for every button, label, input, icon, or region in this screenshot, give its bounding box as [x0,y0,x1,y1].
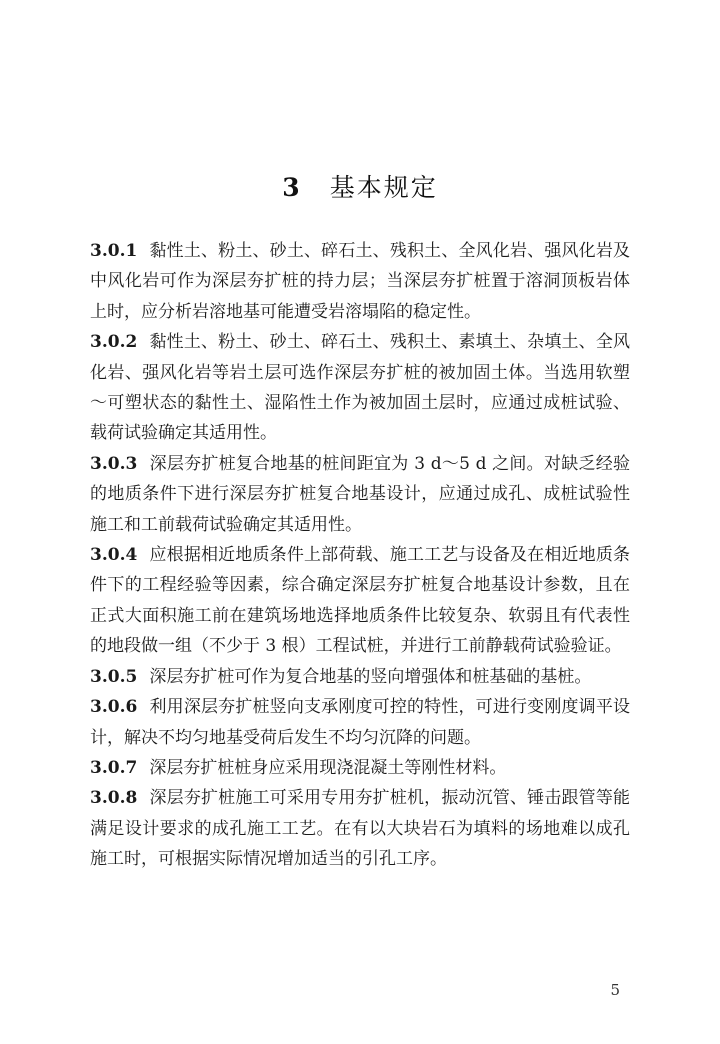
clause-3-0-2 [90,327,630,449]
clause-3-0-7 [90,753,630,783]
clause-number: 3.0.4 [90,545,138,566]
clause-3-0-1 [90,236,630,327]
clause-number: 3.0.6 [90,697,138,718]
clause-text: 利用深层夯扩桩竖向支承刚度可控的特性，可进行变刚度调平设计，解决不均匀地基受荷后发生不均匀沉降的问题。 [90,697,630,748]
clause-text: 黏性土、粉土、砂土、碎石土、残积土、全风化岩、强风化岩及中风化岩可作为深层夯扩桩的持力层；当深层夯扩桩置于溶洞顶板岩体上时，应分析岩溶地基可能遭受岩溶塌陷的稳定性。 [90,241,630,322]
clause-text: 黏性土、粉土、砂土、碎石土、残积土、素填土、杂填土、全风化岩、强风化岩等岩土层可选作深层夯扩桩的被加固土体。当选用软塑～可塑状态的黏性土、湿陷性土作为被加固土层时，应通过成桩试验、载荷试验确定其适用性。 [90,332,630,444]
clause-3-0-3 [90,449,630,540]
clause-text: 应根据相近地质条件上部荷载、施工工艺与设备及在相近地质条件下的工程经验等因素，综合确定深层夯扩桩复合地基设计参数，且在正式大面积施工前在建筑场地选择地质条件比较复杂、软弱且有代表性的地段做一组（不少于 3 根）工程试桩，并进行工前静载荷试验验证。 [90,545,630,657]
chapter-title [0,170,720,206]
chapter-number: 3 [282,173,302,202]
clause-number: 3.0.3 [90,453,138,474]
clause-text: 深层夯扩桩复合地基的桩间距宜为 3 d～5 d 之间。对缺乏经验的地质条件下进行深层夯扩桩复合地基设计，应通过成孔、成桩试验性施工和工前载荷试验确定其适用性。 [90,453,630,535]
clause-text: 深层夯扩桩可作为复合地基的竖向增强体和桩基础的基桩。 [149,666,592,687]
clause-3-0-6 [90,692,630,753]
clause-number: 3.0.7 [90,757,138,778]
clause-number: 3.0.2 [90,332,138,353]
clause-list [90,236,630,875]
clause-3-0-5 [90,662,630,692]
clause-3-0-4 [90,540,630,662]
clause-text: 深层夯扩桩桩身应采用现浇混凝土等刚性材料。 [149,757,507,778]
clause-text: 深层夯扩桩施工可采用专用夯扩桩机，振动沉管、锤击跟管等能满足设计要求的成孔施工工艺。在有以大块岩石为填料的场地难以成孔施工时，可根据实际情况增加适当的引孔工序。 [90,788,630,870]
page-number: 5 [610,981,620,999]
clause-3-0-8 [90,783,630,874]
chapter-title-text: 基本规定 [329,173,438,202]
clause-number: 3.0.5 [90,666,138,687]
clause-number: 3.0.8 [90,788,138,809]
clause-number: 3.0.1 [90,241,138,261]
